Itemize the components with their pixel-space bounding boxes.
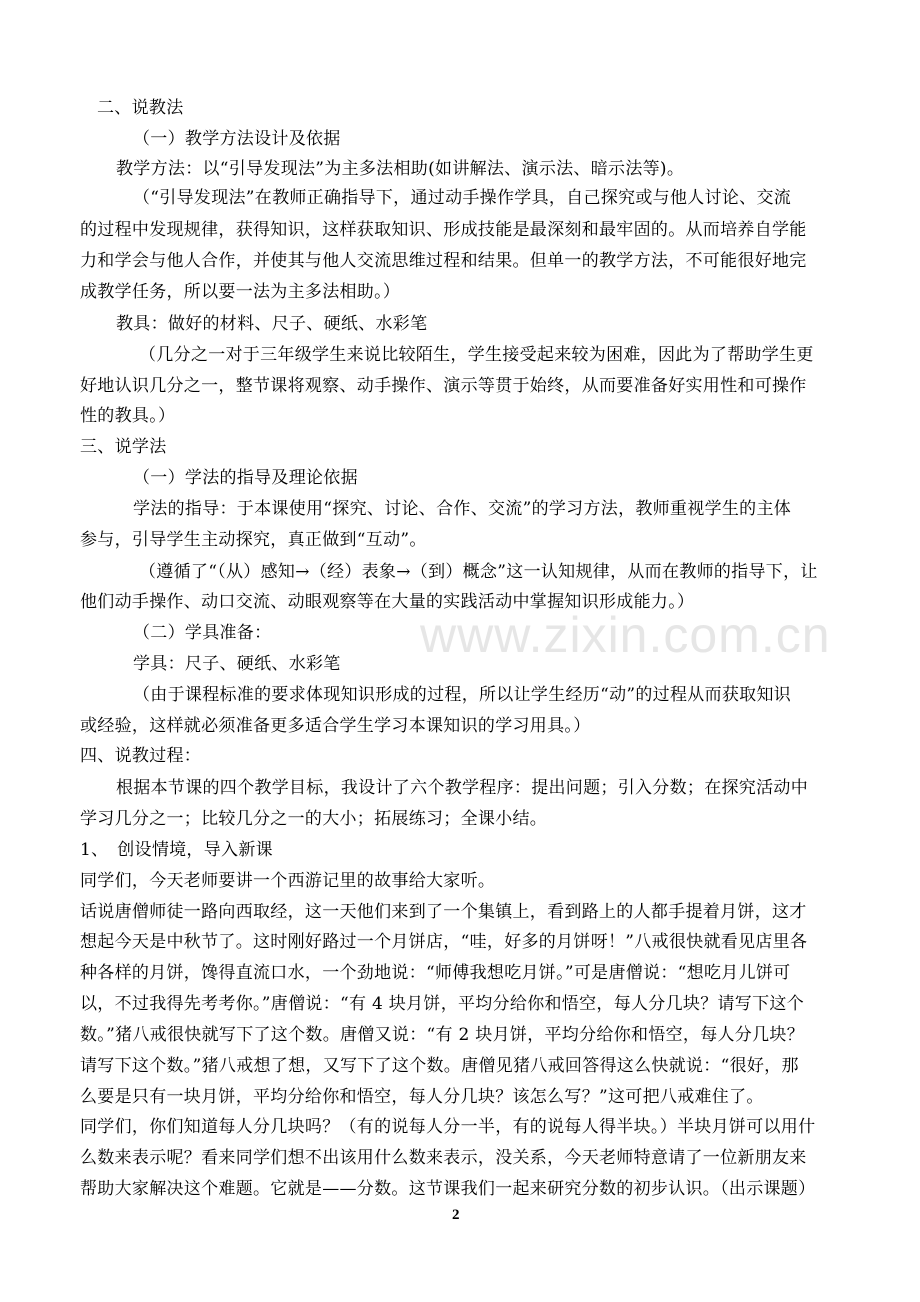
paragraph-line: （由于课程标准的要求体现知识形成的过程，所以让学生经历“动”的过程从而获取知识 [133, 685, 792, 705]
heading-teaching-method: 二、说教法 [97, 98, 184, 118]
paragraph-line: （“引导发现法”在教师正确指导下，通过动手操作学具，自己探究或与他人讨论、交流 [133, 188, 792, 208]
paragraph-line: 的过程中发现规律，获得知识，这样获取知识、形成技能是最深刻和最牢固的。从而培养自学能 [80, 220, 807, 240]
subheading-learning-tools: （二）学具准备： [133, 623, 272, 643]
paragraph-line: 同学们，你们知道每人分几块吗？（有的说每人分一半，有的说每人得半块。）半块月饼可以用什 [80, 1117, 816, 1137]
page-number: 2 [452, 1207, 460, 1223]
paragraph-line: 学法的指导：于本课使用“探究、讨论、合作、交流”的学习方法，教师重视学生的主体 [133, 499, 792, 519]
heading-learning-method: 三、说学法 [80, 437, 167, 457]
paragraph-line: 话说唐僧师徒一路向西取经，这一天他们来到了一个集镇上，看到路上的人都手提着月饼，这才 [80, 902, 807, 922]
paragraph-line: （遵循了“（从）感知→（经）表象→（到）概念”这一认知规律，从而在教师的指导下，让 [139, 562, 818, 582]
paragraph-line: 好地认识几分之一，整节课将观察、动手操作、演示等贯于始终，从而要准备好实用性和可操作 [80, 376, 807, 396]
paragraph-line: 么要是只有一块月饼，平均分给你和悟空，每人分几块？该怎么写？”这可把八戒难住了。 [80, 1087, 764, 1107]
paragraph-line: 教具：做好的材料、尺子、硬纸、水彩笔 [116, 314, 428, 334]
paragraph-line: 参与，引导学生主动探究，真正做到“互动”。 [80, 530, 427, 550]
paragraph-line: 他们动手操作、动口交流、动眼观察等在大量的实践活动中掌握知识形成能力。） [80, 592, 695, 612]
paragraph-line: 力和学会与他人合作，并使其与他人交流思维过程和结果。但单一的教学方法，不可能很好地完 [80, 251, 807, 271]
paragraph-line: 想起今天是中秋节了。这时刚好路过一个月饼店，“哇，好多的月饼呀！”八戒很快就看见店里各 [80, 932, 808, 952]
paragraph-line: 数。”猪八戒很快就写下了这个数。唐僧又说：“有 2 块月饼，平均分给你和悟空，每人分几块？ [80, 1025, 805, 1045]
watermark: www.zixin.com.cn [420, 607, 831, 663]
paragraph-line: 学习几分之一；比较几分之一的大小；拓展练习；全课小结。 [80, 809, 548, 829]
heading-teaching-process: 四、说教过程： [80, 746, 202, 766]
paragraph-line: （几分之一对于三年级学生来说比较陌生，学生接受起来较为困难，因此为了帮助学生更 [139, 345, 814, 365]
paragraph-line: 根据本节课的四个教学目标，我设计了六个教学程序：提出问题；引入分数；在探究活动中 [116, 778, 808, 798]
paragraph-line: 性的教具。） [80, 406, 176, 426]
paragraph-line: 请写下这个数。”猪八戒想了想，又写下了这个数。唐僧见猪八戒回答得这么快就说：“很好，那 [80, 1056, 799, 1076]
paragraph-line: 同学们，今天老师要讲一个西游记里的故事给大家听。 [80, 871, 496, 891]
subheading-learning-guidance: （一）学法的指导及理论依据 [133, 468, 358, 488]
subheading-intro-lesson: 1、 创设情境，导入新课 [80, 840, 273, 860]
paragraph-line: 么数来表示呢？看来同学们想不出该用什么数来表示，没关系，今天老师特意请了一位新朋友来 [80, 1148, 807, 1168]
paragraph-line: 或经验，这样就必须准备更多适合学生学习本课知识的学习用具。） [80, 716, 591, 736]
paragraph-line: 帮助大家解决这个难题。它就是——分数。这节课我们一起来研究分数的初步认识。（出示课题） [80, 1179, 816, 1199]
paragraph-line: 学具：尺子、硬纸、水彩笔 [133, 654, 341, 674]
paragraph-line: 成教学任务，所以要一法为主多法相助。） [80, 282, 401, 302]
paragraph-line: 以，不过我得先考考你。”唐僧说：“有 4 块月饼，平均分给你和悟空，每人分几块？请写下这个 [80, 994, 805, 1014]
subheading-method-design: （一）教学方法设计及依据 [133, 129, 341, 149]
paragraph-line: 种各样的月饼，馋得直流口水，一个劲地说：“师傅我想吃月饼。”可是唐僧说：“想吃月儿饼可 [80, 963, 791, 983]
paragraph-line: 教学方法：以“引导发现法”为主多法相助(如讲解法、演示法、暗示法等)。 [116, 159, 685, 179]
